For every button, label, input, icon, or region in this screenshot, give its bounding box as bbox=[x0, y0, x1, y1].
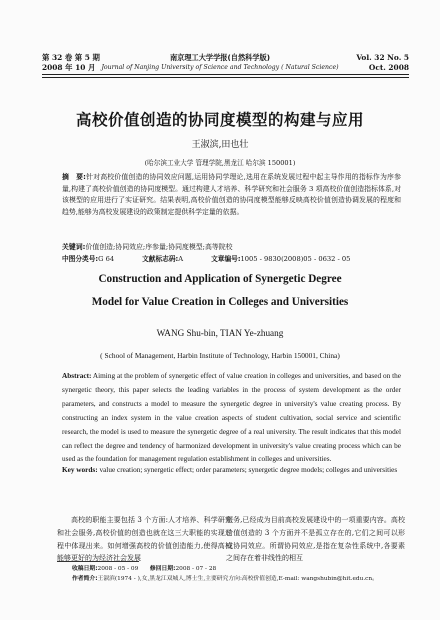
classification-line bbox=[62, 254, 401, 265]
affiliation-cn: (哈尔滨工业大学 管理学院,黑龙江 哈尔滨 150001) bbox=[144, 159, 296, 167]
abstract-en-label: Abstract: bbox=[62, 372, 92, 380]
title-en-line2: Model for Value Creation in Colleges and Universities bbox=[91, 296, 349, 308]
title-cn: 高校价值创造的协同度模型的构建与应用 bbox=[75, 111, 364, 129]
affiliation-en: ( School of Management, Harbin Institute of Technology, Harbin 150001, China) bbox=[100, 351, 340, 360]
revised-label: 修回日期: bbox=[149, 566, 176, 572]
footnote-dates bbox=[72, 564, 407, 574]
journal-name-cn: 南京理工大学学报(自然科学版) bbox=[169, 53, 270, 62]
title-en-line1: Construction and Application of Synergetic Degree bbox=[98, 273, 342, 285]
title-en bbox=[0, 268, 440, 314]
footnote-rule bbox=[57, 561, 139, 562]
body-column-right: 服务,已经成为目前高校发展建设中的一项重要内容。高校价值创造的 3 个方面并不是孤立存在的,它们之间可以形成协同效应。所谓协同效应,是指在复杂性系统中,各要素之间存在着非线性的相互 bbox=[226, 516, 405, 563]
body-column-left: 高校的职能主要包括 3 个方面:人才培养、科学研究和社会服务,高校价值的创造也就在这三大职能的实现过程中体现出来。如何增强高校的价值创造能力,使得高校能够更好的为经济社会发展 bbox=[57, 516, 232, 563]
doc-label: 文献标志码: bbox=[142, 255, 179, 263]
article-value: 1005 - 9830(2008)05 - 0632 - 05 bbox=[240, 255, 351, 263]
abstract-cn-label: 摘 要: bbox=[62, 173, 86, 181]
keywords-en-text: value creation; synergetic effect; order parameters; synergetic degree models; colleges and universities bbox=[99, 466, 398, 474]
received-label: 收稿日期: bbox=[72, 566, 98, 572]
issue-date: 2008 年 10 月 bbox=[42, 62, 96, 72]
abstract-cn-text: 针对高校价值创造的协同效应问题,运用协同学理论,选用在系统发展过程中起主导作用的指标作为序参量,构建了高校价值创造的协同度模型。通过构建人才培养、科学研究和社会服务 3 项高校价值创造指标体系,对该模型的应用进行了实证研究。结果表明,高校价值创造的协同度模型能够反映高校价值创造协调发展的程度和趋势,能够为高校发展建设的政策制定提供科学定量的依据。 bbox=[62, 173, 401, 216]
authors-en: WANG Shu-bin, TIAN Ye-zhuang bbox=[156, 328, 284, 338]
doc-value: A bbox=[178, 255, 184, 263]
header-rule bbox=[42, 74, 409, 75]
keywords-en-label: Key words: bbox=[62, 466, 98, 474]
abstract-en-text: Aiming at the problem of synergetic effect of value creation in colleges and universities, and based on the synergetic theory, this paper selects the leading variables in the process of system development as the order parameters, and constructs a model to measure the synergetic degree in university's value creating process. By constructing an index system in the value creation aspects of student cultivation, social service and scientific research, the model is used to measure the synergetic degree of a real university. The result indicates that this model can reflect the degree and tendency of harmonized development in university's value creating process which can be used as the foundation for management regulation establishment in colleges and universities. bbox=[62, 372, 401, 464]
footnote-author bbox=[72, 574, 407, 584]
keywords-cn-text: 价值创造;协同效应;序参量;协同度模型;高等院校 bbox=[85, 243, 233, 251]
keywords-en bbox=[62, 464, 401, 478]
author-bio-label: 作者简介: bbox=[72, 576, 98, 582]
keywords-cn-label: 关键词: bbox=[62, 243, 86, 251]
received-date: 2008 - 05 - 09 bbox=[97, 566, 139, 572]
header-right bbox=[356, 53, 409, 72]
keywords-cn bbox=[62, 242, 401, 253]
volume-issue: 第 32 卷 第 5 期 bbox=[42, 53, 100, 62]
footnote bbox=[72, 564, 407, 584]
class-label: 中图分类号: bbox=[62, 255, 99, 263]
class-value: G 64 bbox=[98, 255, 115, 263]
abstract-en bbox=[62, 370, 401, 467]
authors-cn: 王淑滨,田也壮 bbox=[191, 140, 249, 150]
article-label: 文章编号: bbox=[211, 255, 241, 263]
volume-issue-en: Vol. 32 No. 5 bbox=[356, 53, 409, 62]
revised-date: 2008 - 07 - 28 bbox=[175, 566, 217, 572]
author-bio: 王淑滨(1974 - ),女,黑龙江双城人,博士生,主要研究方向:高校价值创造,E-mail: wangshubin@hit.edu.cn。 bbox=[97, 576, 378, 582]
journal-name-en: Journal of Nanjing University of Science and Technology ( Natural Science) bbox=[101, 63, 339, 71]
header-rule-thin bbox=[42, 77, 409, 78]
abstract-cn bbox=[62, 172, 401, 218]
issue-date-en: Oct. 2008 bbox=[368, 62, 409, 72]
